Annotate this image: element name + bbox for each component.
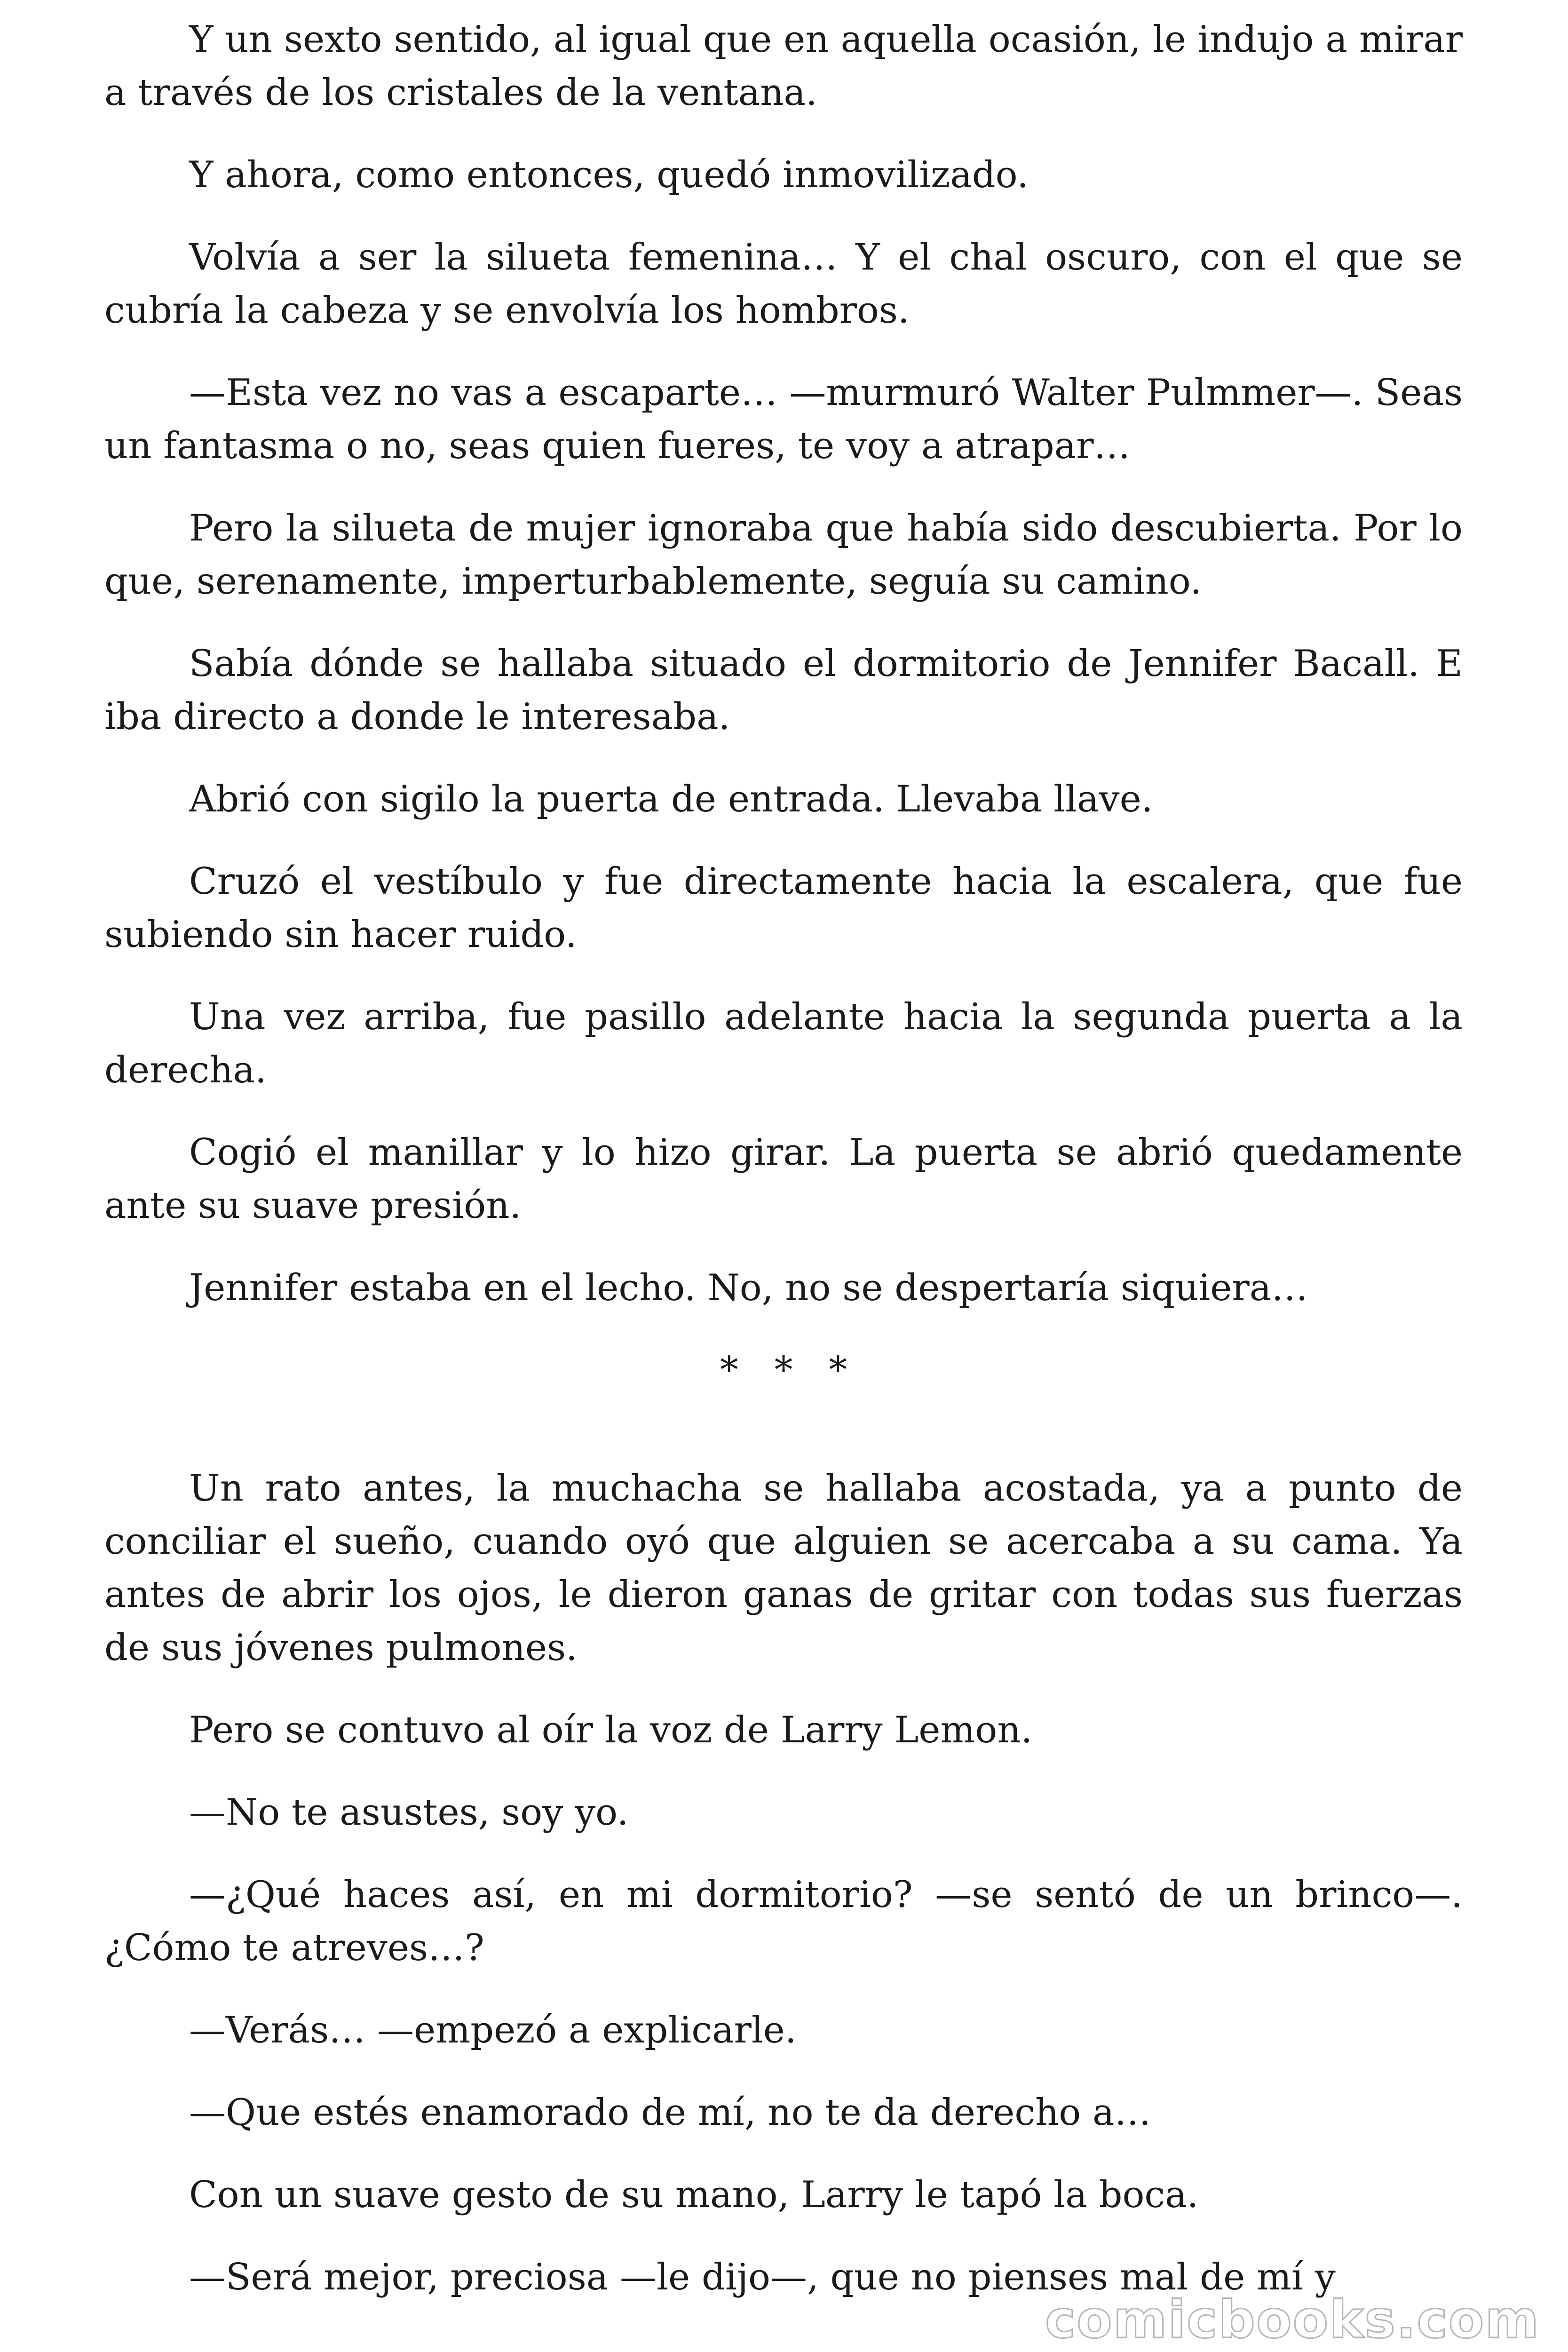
paragraph: —Esta vez no vas a escaparte… —murmuró Walter Pulmmer—. Seas un fantasma o no, seas quien fueres, te voy a atrapar… xyxy=(104,372,1463,467)
paragraph: Y ahora, como entonces, quedó inmovilizado. xyxy=(189,154,1029,196)
paragraph: —Que estés enamorado de mí, no te da derecho a… xyxy=(189,2091,1151,2134)
paragraph: Volvía a ser la silueta femenina… Y el chal oscuro, con el que se cubría la cabeza y se envolvía los hombros. xyxy=(104,236,1463,332)
paragraph: —¿Qué haces así, en mi dormitorio? —se sentó de un brinco—. ¿Cómo te atreves…? xyxy=(104,1874,1463,1969)
paragraph: Cruzó el vestíbulo y fue directamente hacia la escalera, que fue subiendo sin hacer ruido. xyxy=(104,860,1463,956)
paragraph: Jennifer estaba en el lecho. No, no se despertaría siquiera… xyxy=(189,1267,1308,1309)
paragraph: Abrió con sigilo la puerta de entrada. Llevaba llave. xyxy=(189,778,1153,820)
paragraph: —No te asustes, soy yo. xyxy=(189,1791,629,1834)
paragraph: Una vez arriba, fue pasillo adelante hacia la segunda puerta a la derecha. xyxy=(104,996,1463,1091)
paragraph: Un rato antes, la muchacha se hallaba acostada, ya a punto de conciliar el sueño, cuando oyó que alguien se acercaba a su cama. Ya antes de abrir los ojos, le dieron ganas de gritar con todas sus fuerzas de sus jóvenes pulmones. xyxy=(104,1467,1463,1669)
paragraph: —Será mejor, preciosa —le dijo—, que no pienses mal de mí y xyxy=(189,2256,1336,2298)
section-break: * * * xyxy=(720,1349,860,1391)
paragraph: Sabía dónde se hallaba situado el dormitorio de Jennifer Bacall. E iba directo a donde le interesaba. xyxy=(104,643,1463,738)
paragraph: Cogió el manillar y lo hizo girar. La puerta se abrió quedamente ante su suave presión. xyxy=(104,1131,1463,1227)
paragraph: Pero la silueta de mujer ignoraba que había sido descubierta. Por lo que, serenamente, imperturbablemente, seguía su camino. xyxy=(104,507,1463,603)
watermark: comicbooks.com xyxy=(1045,2289,1540,2350)
paragraph: Pero se contuvo al oír la voz de Larry Lemon. xyxy=(189,1709,1033,1751)
paragraph: Con un suave gesto de su mano, Larry le tapó la boca. xyxy=(189,2174,1199,2216)
paragraph: —Verás… —empezó a explicarle. xyxy=(189,2009,797,2051)
body-text xyxy=(104,13,1463,2333)
paragraph: Y un sexto sentido, al igual que en aquella ocasión, le indujo a mirar a través de los cristales de la ventana. xyxy=(104,18,1463,114)
